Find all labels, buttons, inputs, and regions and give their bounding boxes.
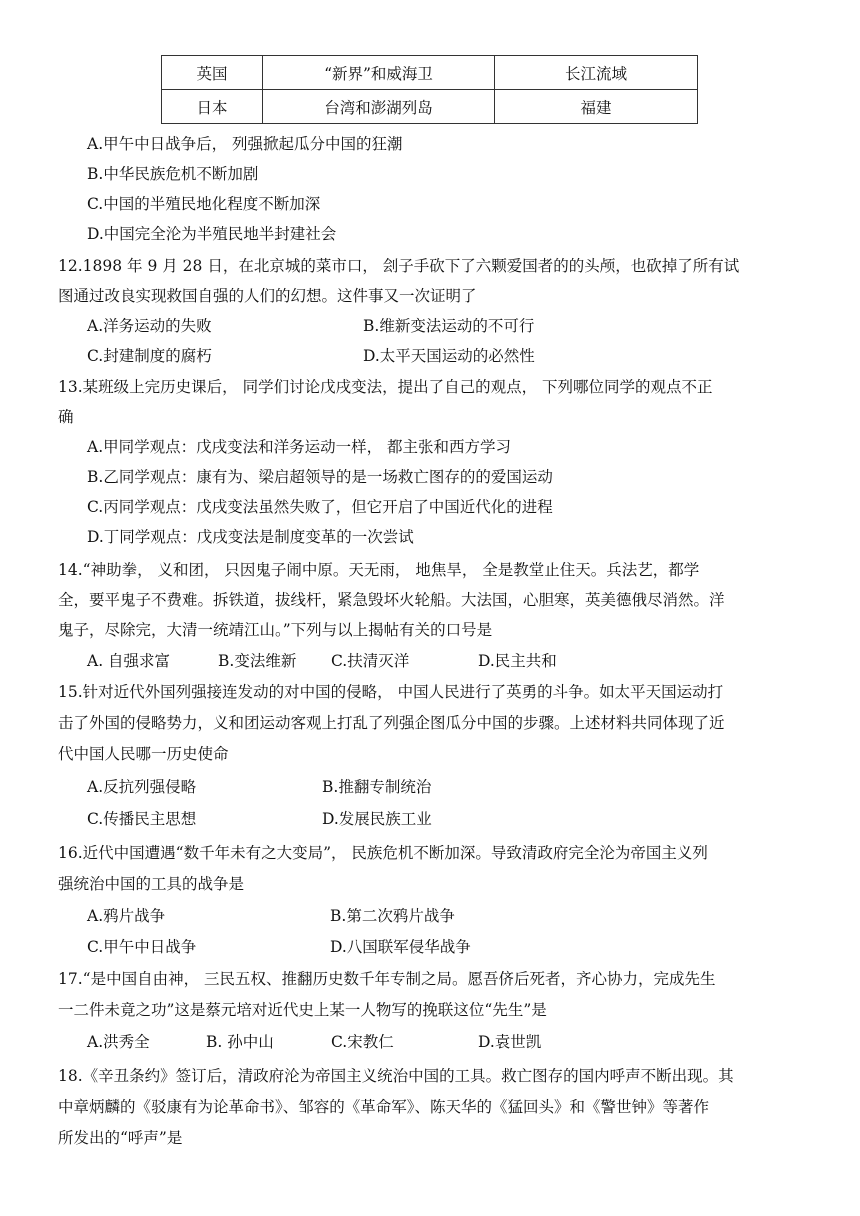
q17-stem-line1: 17.“是中国自由神， 三民五权、推翻历史数千年专制之局。愿吾侪后死者，齐心协力，完成先生 <box>58 970 716 988</box>
q13-stem-line2: 确 <box>58 408 74 426</box>
q17-option-d: D.袁世凯 <box>478 1033 542 1051</box>
q16-option-b: B.第二次鸦片战争 <box>330 907 455 925</box>
q12-stem-line1: 12.1898 年 9 月 28 日，在北京城的菜市口， 刽子手砍下了六颗爱国者的的头颅，也砍掉了所有试 <box>58 257 740 275</box>
q16-option-d: D.八国联军侵华战争 <box>330 938 471 956</box>
q11-option-a: A.甲午中日战争后， 列强掀起瓜分中国的狂潮 <box>87 135 403 153</box>
q15-stem-line2: 击了外国的侵略势力，义和团运动客观上打乱了列强企图瓜分中国的步骤。上述材料共同体现了近 <box>58 714 725 732</box>
table-cell: 福建 <box>495 90 698 124</box>
q12-stem-line2: 图通过改良实现救国自强的人们的幻想。这件事又一次证明了 <box>58 287 477 305</box>
q16-option-a: A.鸦片战争 <box>87 907 166 925</box>
q13-option-b: B.乙同学观点：康有为、梁启超领导的是一场救亡图存的的爱国运动 <box>87 468 553 486</box>
q14-stem-line3: 鬼子，尽除完，大清一统靖江山。”下列与以上揭帖有关的口号是 <box>58 621 493 639</box>
q17-option-c: C.宋教仁 <box>331 1033 394 1051</box>
q16-option-c: C.甲午中日战争 <box>87 938 197 956</box>
q14-stem-line1: 14.“神助拳， 义和团， 只因鬼子闹中原。天无雨， 地焦旱， 全是教堂止住天。兵法艺，都学 <box>58 561 700 579</box>
q14-option-c: C.扶清灭洋 <box>331 652 410 670</box>
table-cell: 英国 <box>162 56 263 90</box>
q15-option-d: D.发展民族工业 <box>322 810 432 828</box>
q13-option-a: A.甲同学观点：戊戌变法和洋务运动一样， 都主张和西方学习 <box>87 438 512 456</box>
q12-option-c: C.封建制度的腐朽 <box>87 347 212 365</box>
q18-stem-line1: 18.《辛丑条约》签订后，清政府沦为帝国主义统治中国的工具。救亡图存的国内呼声不断出现。其 <box>58 1067 734 1085</box>
table-cell: 长江流域 <box>495 56 698 90</box>
q16-stem-line1: 16.近代中国遭遇“数千年未有之大变局”， 民族危机不断加深。导致清政府完全沦为帝国主义列 <box>58 844 708 862</box>
territory-table <box>161 55 698 124</box>
q12-option-b: B.维新变法运动的不可行 <box>363 317 535 335</box>
q15-stem-line3: 代中国人民哪一历史使命 <box>58 745 229 763</box>
q13-option-d: D.丁同学观点：戊戌变法是制度变革的一次尝试 <box>87 528 414 546</box>
table-row <box>162 90 698 124</box>
table-row <box>162 56 698 90</box>
q15-stem-line1: 15.针对近代外国列强接连发动的对中国的侵略， 中国人民进行了英勇的斗争。如太平天国运动打 <box>58 683 724 701</box>
q14-option-d: D.民主共和 <box>478 652 557 670</box>
q17-option-b: B. 孙中山 <box>206 1033 274 1051</box>
q12-option-a: A.洋务运动的失败 <box>87 317 212 335</box>
q13-stem-line1: 13.某班级上完历史课后， 同学们讨论戊戌变法，提出了自己的观点， 下列哪位同学的观点不正 <box>58 378 713 396</box>
q17-option-a: A.洪秀全 <box>87 1033 150 1051</box>
table-cell: 日本 <box>162 90 263 124</box>
q14-stem-line2: 全，要平鬼子不费难。拆铁道，拔线杆，紧急毁坏火轮船。大法国，心胆寒，英美德俄尽消然。洋 <box>58 591 725 609</box>
q12-option-d: D.太平天国运动的必然性 <box>363 347 535 365</box>
q13-option-c: C.丙同学观点：戊戌变法虽然失败了，但它开启了中国近代化的进程 <box>87 498 553 516</box>
q14-option-a: A. 自强求富 <box>87 652 171 670</box>
q11-option-b: B.中华民族危机不断加剧 <box>87 165 259 183</box>
table-cell: “新界”和威海卫 <box>263 56 495 90</box>
q14-option-b: B.变法维新 <box>218 652 297 670</box>
q16-stem-line2: 强统治中国的工具的战争是 <box>58 875 245 893</box>
q11-option-c: C.中国的半殖民地化程度不断加深 <box>87 195 321 213</box>
q18-stem-line2: 中章炳麟的《驳康有为论革命书》、邹容的《革命军》、陈天华的《猛回头》和《警世钟》等著作 <box>58 1098 710 1116</box>
q18-stem-line3: 所发出的“呼声”是 <box>58 1129 183 1147</box>
table-cell: 台湾和澎湖列岛 <box>263 90 495 124</box>
q15-option-b: B.推翻专制统治 <box>322 778 432 796</box>
q17-stem-line2: 一二件未竟之功”这是蔡元培对近代史上某一人物写的挽联这位“先生”是 <box>58 1001 547 1019</box>
q11-option-d: D.中国完全沦为半殖民地半封建社会 <box>87 225 337 243</box>
q15-option-c: C.传播民主思想 <box>87 810 197 828</box>
q15-option-a: A.反抗列强侵略 <box>87 778 197 796</box>
